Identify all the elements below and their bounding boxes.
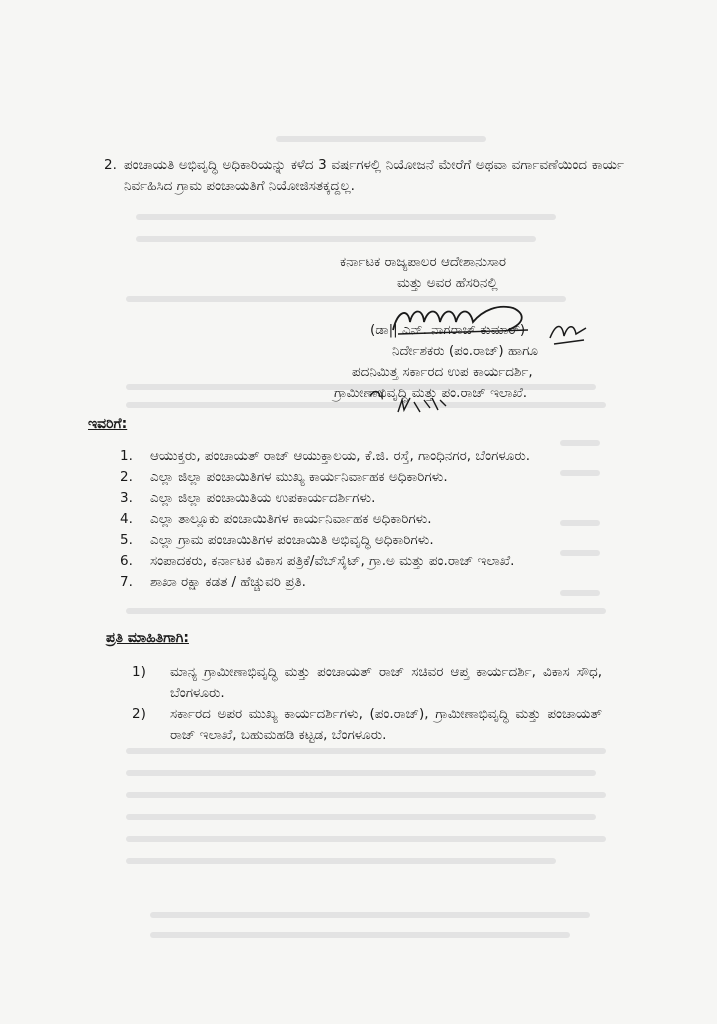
list-item: 1) ಮಾನ್ಯ ಗ್ರಾಮೀಣಾಭಿವೃದ್ಧಿ ಮತ್ತು ಪಂಚಾಯತ್ ರಾಜ್ ಸಚಿವರ ಆಪ್ತ ಕಾರ್ಯದರ್ಶಿ, ವಿಕಾಸ ಸೌಧ, ಬೆಂಗಳೂರು. bbox=[132, 664, 602, 701]
to-heading: ಇವರಿಗೆ: bbox=[88, 416, 128, 432]
list-item: 6. ಸಂಪಾದಕರು, ಕರ್ನಾಟಕ ವಿಕಾಸ ಪತ್ರಿಕೆ/ವೆಬ್‌ಸೈಟ್, ಗ್ರಾ.ಅ ಮತ್ತು ಪಂ.ರಾಜ್ ಇಲಾಖೆ. bbox=[120, 553, 515, 569]
list-item: 3. ಎಲ್ಲಾ ಜಿಲ್ಲಾ ಪಂಚಾಯಿತಿಯ ಉಪಕಾರ್ಯದರ್ಶಿಗಳು. bbox=[120, 490, 376, 506]
copy-list bbox=[132, 662, 602, 746]
copy-heading: ಪ್ರತಿ ಮಾಹಿತಿಗಾಗಿ: bbox=[106, 630, 189, 646]
date-initial-mark bbox=[548, 318, 588, 348]
order-line-1: ಕರ್ನಾಟಕ ರಾಜ್ಯಪಾಲರ ಆದೇಶಾನುಸಾರ bbox=[340, 254, 507, 270]
recipient-list bbox=[120, 446, 620, 593]
signatory-ex-officio: ಪದನಿಮಿತ್ತ ಸರ್ಕಾರದ ಉಪ ಕಾರ್ಯದರ್ಶಿ, bbox=[352, 364, 533, 380]
list-item: 4. ಎಲ್ಲಾ ತಾಲ್ಲೂಕು ಪಂಚಾಯಿತಿಗಳ ಕಾರ್ಯನಿರ್ವಾಹಕ ಅಧಿಕಾರಿಗಳು. bbox=[120, 511, 432, 527]
list-item: 2. ಎಲ್ಲಾ ಜಿಲ್ಲಾ ಪಂಚಾಯಿತಿಗಳ ಮುಖ್ಯ ಕಾರ್ಯನಿರ್ವಾಹಕ ಅಧಿಕಾರಿಗಳು. bbox=[120, 469, 448, 485]
order-line-2: ಮತ್ತು ಅವರ ಹೆಸರಿನಲ್ಲಿ bbox=[397, 275, 498, 291]
list-item: 1. ಆಯುಕ್ತರು, ಪಂಚಾಯತ್ ರಾಜ್ ಆಯುಕ್ತಾಲಯ, ಕೆ.ಜಿ. ರಸ್ತೆ, ಗಾಂಧಿನಗರ, ಬೆಂಗಳೂರು. bbox=[120, 448, 531, 464]
signatory-department: ಗ್ರಾಮೀಣಾಭಿವೃದ್ಧಿ ಮತ್ತು ಪಂ.ರಾಜ್ ಇಲಾಖೆ. bbox=[334, 385, 528, 401]
signatory-designation: ನಿರ್ದೇಶಕರು (ಪಂ.ರಾಜ್) ಹಾಗೂ bbox=[392, 343, 538, 359]
list-item: 5. ಎಲ್ಲಾ ಗ್ರಾಮ ಪಂಚಾಯಿತಿಗಳ ಪಂಚಾಯಿತಿ ಅಭಿವೃದ್ಧಿ ಅಧಿಕಾರಿಗಳು. bbox=[120, 532, 434, 548]
dated-initial-mark bbox=[368, 388, 448, 416]
paragraph-text: ಪಂಚಾಯತಿ ಅಭಿವೃದ್ಧಿ ಅಧಿಕಾರಿಯನ್ನು ಕಳೆದ 3 ವರ್ಷಗಳಲ್ಲಿ ನಿಯೋಜನೆ ಮೇರೆಗೆ ಅಥವಾ ವರ್ಗಾವಣೆಯಿಂದ ಕಾರ್ಯ ನಿರ್ವಹಿಸಿದ ಗ್ರಾಮ ಪಂಚಾಯತಿಗೆ ನಿಯೋಜಿಸತಕ್ಕದ್ದಲ್ಲ. bbox=[124, 157, 624, 194]
paragraph-2 bbox=[104, 155, 624, 197]
list-item: 7. ಶಾಖಾ ರಕ್ಷಾ ಕಡತ / ಹೆಚ್ಚುವರಿ ಪ್ರತಿ. bbox=[120, 574, 306, 590]
signatory-name: (ಡಾ|| ಎನ್. ನಾಗರಾಜ್ ಕುಮಾರ್) bbox=[370, 322, 526, 338]
governor-order-block bbox=[340, 252, 506, 294]
paragraph-number: 2. bbox=[104, 157, 117, 173]
list-item: 2) ಸರ್ಕಾರದ ಅಪರ ಮುಖ್ಯ ಕಾರ್ಯದರ್ಶಿಗಳು, (ಪಂ.ರಾಜ್), ಗ್ರಾಮೀಣಾಭಿವೃದ್ಧಿ ಮತ್ತು ಪಂಚಾಯತ್ ರಾಜ್ ಇಲಾಖೆ, ಬಹುಮಹಡಿ ಕಟ್ಟಡ, ಬೆಂಗಳೂರು. bbox=[132, 706, 602, 743]
